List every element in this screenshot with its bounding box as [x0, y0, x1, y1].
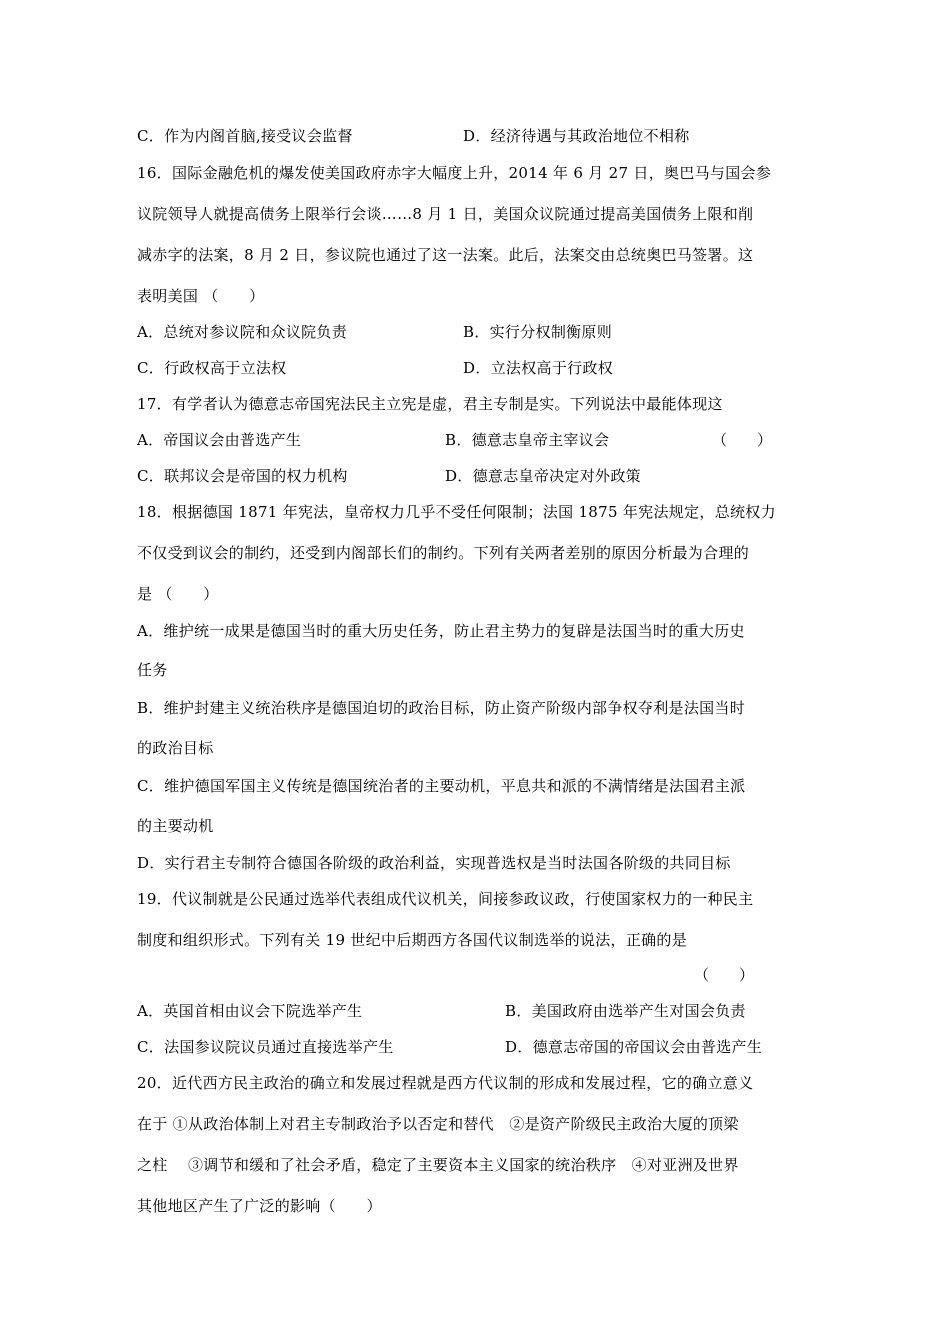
q15-option-d: D．经济待遇与其政治地位不相称: [463, 127, 690, 145]
q17-stem-line-1: 17．有学者认为德意志帝国宪法民主立宪是虚，君主专制是实。下列说法中最能体现这: [137, 395, 723, 413]
q18-stem-line-3: 是 （ ）: [137, 585, 219, 603]
q20-stem-line-2: 在于 ①从政治体制上对君主专制政治予以否定和替代 ②是资产阶级民主政治大厦的顶梁: [137, 1115, 739, 1133]
q16-option-a: A．总统对参议院和众议院负责: [137, 323, 348, 341]
q18-option-d: D．实行君主专制符合德国各阶级的政治利益，实现普选权是当时法国各阶级的共同目标: [137, 854, 731, 872]
q18-stem-line-2: 不仅受到议会的制约，还受到内阁部长们的制约。下列有关两者差别的原因分析最为合理的: [137, 544, 750, 562]
q17-option-d: D．德意志皇帝决定对外政策: [445, 467, 641, 485]
q19-option-c: C．法国参议院议员通过直接选举产生: [137, 1038, 394, 1056]
q17-option-b: B．德意志皇帝主宰议会: [445, 431, 610, 449]
q19-option-b: B．美国政府由选举产生对国会负责: [505, 1002, 746, 1020]
q18-option-a-line-2: 任务: [137, 661, 168, 679]
q18-option-c-line-1: C．维护德国军国主义传统是德国统治者的主要动机，平息共和派的不满情绪是法国君主派: [137, 777, 746, 795]
q19-option-d: D．德意志帝国的帝国议会由普选产生: [505, 1038, 763, 1056]
q16-option-b: B．实行分权制衡原则: [463, 323, 613, 341]
q19-stem-line-1: 19．代议制就是公民通过选举代表组成代议机关，间接参政议政，行使国家权力的一种民主: [137, 890, 754, 908]
q17-option-a: A．帝国议会由普选产生: [137, 431, 302, 449]
q16-option-d: D．立法权高于行政权: [463, 359, 614, 377]
q20-stem-line-3: 之柱 ③调节和缓和了社会矛盾，稳定了主要资本主义国家的统治秩序 ④对亚洲及世界: [137, 1156, 739, 1174]
q19-answer-bracket: （ ）: [694, 966, 755, 984]
q20-stem-line-4: 其他地区产生了广泛的影响（ ）: [137, 1197, 382, 1215]
q20-stem-line-1: 20．近代西方民主政治的确立和发展过程就是西方代议制的形成和发展过程，它的确立意义: [137, 1074, 754, 1092]
q16-stem-line-2: 议院领导人就提高债务上限举行会谈……8 月 1 日，美国众议院通过提高美国债务上限和削: [137, 205, 754, 223]
q16-stem-line-1: 16．国际金融危机的爆发使美国政府赤字大幅度上升，2014 年 6 月 27 日，奥巴马与国会参: [137, 164, 772, 182]
q19-stem-line-2: 制度和组织形式。下列有关 19 世纪中后期西方各国代议制选举的说法，正确的是: [137, 931, 688, 949]
q18-option-b-line-1: B．维护封建主义统治秩序是德国迫切的政治目标，防止资产阶级内部争权夺利是法国当时: [137, 699, 746, 717]
q16-stem-line-4: 表明美国 （ ）: [137, 287, 265, 305]
q18-option-b-line-2: 的政治目标: [137, 739, 214, 757]
q18-option-a-line-1: A．维护统一成果是德国当时的重大历史任务，防止君主势力的复辟是法国当时的重大历史: [137, 622, 745, 640]
q17-answer-bracket: （ ）: [712, 431, 773, 449]
q15-option-c: C．作为内阁首脑,接受议会监督: [137, 127, 353, 145]
q19-option-a: A．英国首相由议会下院选举产生: [137, 1002, 363, 1020]
q17-option-c: C．联邦议会是帝国的权力机构: [137, 467, 348, 485]
q18-stem-line-1: 18．根据德国 1871 年宪法，皇帝权力几乎不受任何限制；法国 1875 年宪法规定，总统权力: [137, 503, 776, 521]
q18-option-c-line-2: 的主要动机: [137, 817, 214, 835]
q16-stem-line-3: 减赤字的法案，8 月 2 日，参议院也通过了这一法案。此后，法案交由总统奥巴马签署。这: [137, 246, 754, 264]
q16-option-c: C．行政权高于立法权: [137, 359, 287, 377]
